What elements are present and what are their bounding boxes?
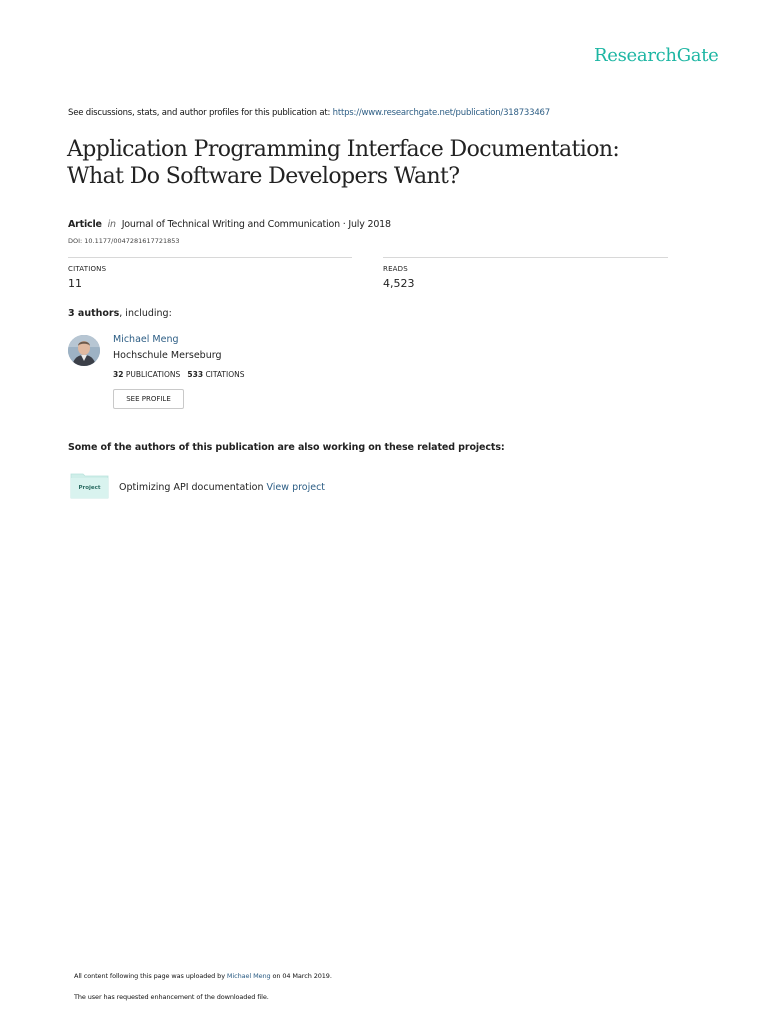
author-citations-label: CITATIONS [205,370,245,379]
authors-count: 3 authors [68,308,120,319]
publication-meta [68,219,391,230]
project-item [119,482,325,493]
in-word: in [107,219,116,230]
authors-heading [68,308,172,319]
citations-value: 11 [68,277,82,290]
project-folder-icon [70,472,109,499]
avatar[interactable] [68,335,100,366]
upload-note [74,972,332,980]
journal-info: Journal of Technical Writing and Communication · July 2018 [121,219,391,230]
discussion-text: See discussions, stats, and author profiles for this publication at: [68,108,331,118]
author-name-link[interactable]: Michael Meng [113,334,179,345]
author-citations-count: 533 [187,370,204,379]
project-icon-label: Project [78,485,101,491]
discussion-line [68,108,550,118]
reads-label: READS [383,265,408,273]
researchgate-logo[interactable]: ResearchGate [594,45,719,66]
publication-title [67,136,727,190]
author-publications-count: 32 [113,370,124,379]
uploader-link[interactable]: Michael Meng [226,972,271,980]
citations-divider [68,257,352,258]
doi: DOI: 10.1177/0047281617721853 [68,237,180,245]
author-stats [113,370,245,379]
title-line-2: What Do Software Developers Want? [67,164,460,189]
related-projects-heading: Some of the authors of this publication are also working on these related projects: [68,442,505,453]
upload-prefix: All content following this page was uploaded by [74,972,225,980]
reads-divider [383,257,668,258]
enhancement-note: The user has requested enhancement of the downloaded file. [74,993,269,1001]
authors-including: , including: [119,308,172,319]
view-project-link[interactable]: View project [266,482,326,493]
see-profile-button[interactable]: SEE PROFILE [113,389,184,409]
upload-suffix: on 04 March 2019. [272,972,332,980]
author-institution: Hochschule Merseburg [113,350,222,361]
author-publications-label: PUBLICATIONS [125,370,181,379]
author-photo-icon [68,335,100,366]
publication-url-link[interactable]: https://www.researchgate.net/publication/318733467 [332,108,550,118]
citations-label: CITATIONS [68,265,107,273]
publication-type: Article [68,219,102,230]
title-line-1: Application Programming Interface Documentation: [67,137,620,162]
reads-value: 4,523 [383,277,415,290]
project-name: Optimizing API documentation [119,482,264,493]
